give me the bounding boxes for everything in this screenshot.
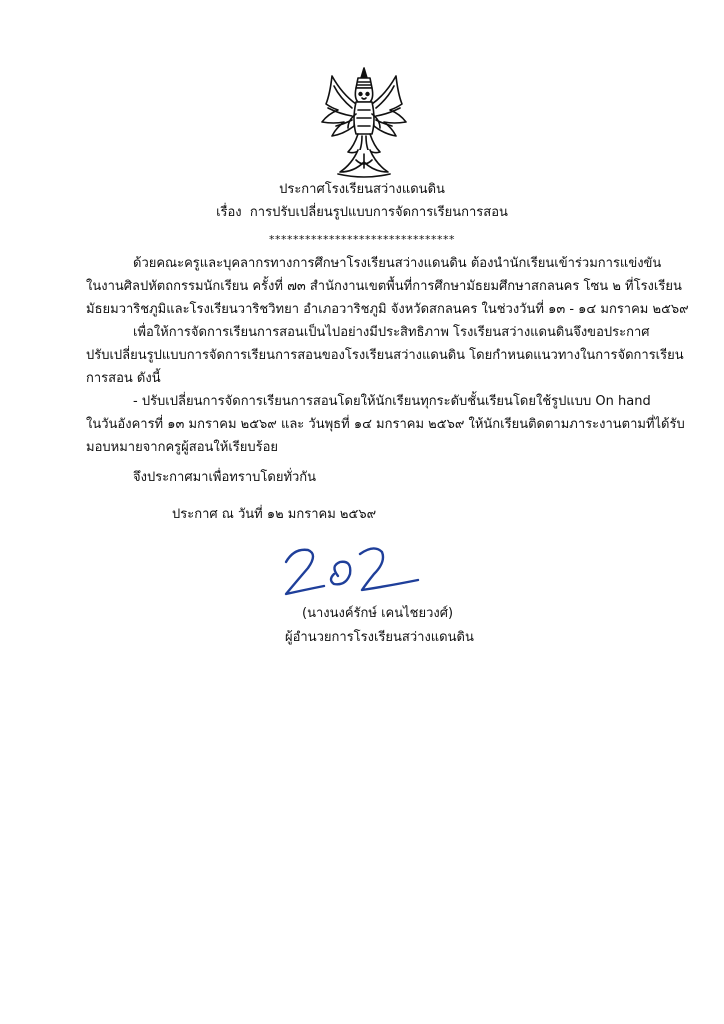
signatory-name: (นางนงค์รักษ์ เคนไชยวงศ์) — [302, 606, 454, 621]
paragraph1-line2: ในงานศิลปหัตถกรรมนักเรียน ครั้งที่ ๗๓ สำนักงานเขตพื้นที่การศึกษามัธยมศึกษาสกลนคร โซน ๒ ที่โรงเรียน — [86, 279, 682, 294]
garuda-emblem-icon — [318, 64, 410, 180]
signature-icon — [278, 536, 428, 600]
subject-line — [0, 204, 724, 222]
paragraph3-line1: - ปรับเปลี่ยนการจัดการเรียนการสอนโดยให้นักเรียนทุกระดับชั้นเรียนโดยใช้รูปแบบ On hand — [133, 394, 651, 409]
paragraph2-line2: ปรับเปลี่ยนรูปแบบการจัดการเรียนการสอนของโรงเรียนสว่างแดนดิน โดยกำหนดแนวทางในการจัดการเรียน — [86, 348, 684, 363]
date-line: ประกาศ ณ วันที่ ๑๒ มกราคม ๒๕๖๙ — [172, 507, 377, 522]
paragraph3-line2: ในวันอังคารที่ ๑๓ มกราคม ๒๕๖๙ และ วันพุธที่ ๑๔ มกราคม ๒๕๖๙ ให้นักเรียนติดตามภาระงานตามที่ได้รับ — [86, 417, 685, 432]
paragraph2-line3: การสอน ดังนี้ — [86, 371, 161, 386]
announcement-title: ประกาศโรงเรียนสว่างแดนดิน — [279, 182, 445, 197]
paragraph1-line3: มัธยมวาริชภูมิและโรงเรียนวาริชวิทยา อำเภอวาริชภูมิ จังหวัดสกลนคร ในช่วงวันที่ ๑๓ - ๑๔ มกราคม ๒๕๖๙ — [86, 302, 689, 317]
paragraph3-line3: มอบหมายจากครูผู้สอนให้เรียบร้อย — [86, 440, 279, 455]
paragraph1-line1: ด้วยคณะครูและบุคลากรทางการศึกษาโรงเรียนสว่างแดนดิน ต้องนำนักเรียนเข้าร่วมการแข่งขัน — [133, 256, 662, 271]
closing-text: จึงประกาศมาเพื่อทราบโดยทั่วกัน — [133, 470, 317, 485]
signatory-position: ผู้อำนวยการโรงเรียนสว่างแดนดิน — [285, 630, 474, 645]
separator: ******************************* — [269, 233, 455, 246]
subject-text: การปรับเปลี่ยนรูปแบบการจัดการเรียนการสอน — [249, 205, 508, 220]
paragraph2-line1: เพื่อให้การจัดการเรียนการสอนเป็นไปอย่างมีประสิทธิภาพ โรงเรียนสว่างแดนดินจึงขอประกาศ — [133, 325, 650, 340]
subject-prefix: เรื่อง — [216, 205, 242, 220]
